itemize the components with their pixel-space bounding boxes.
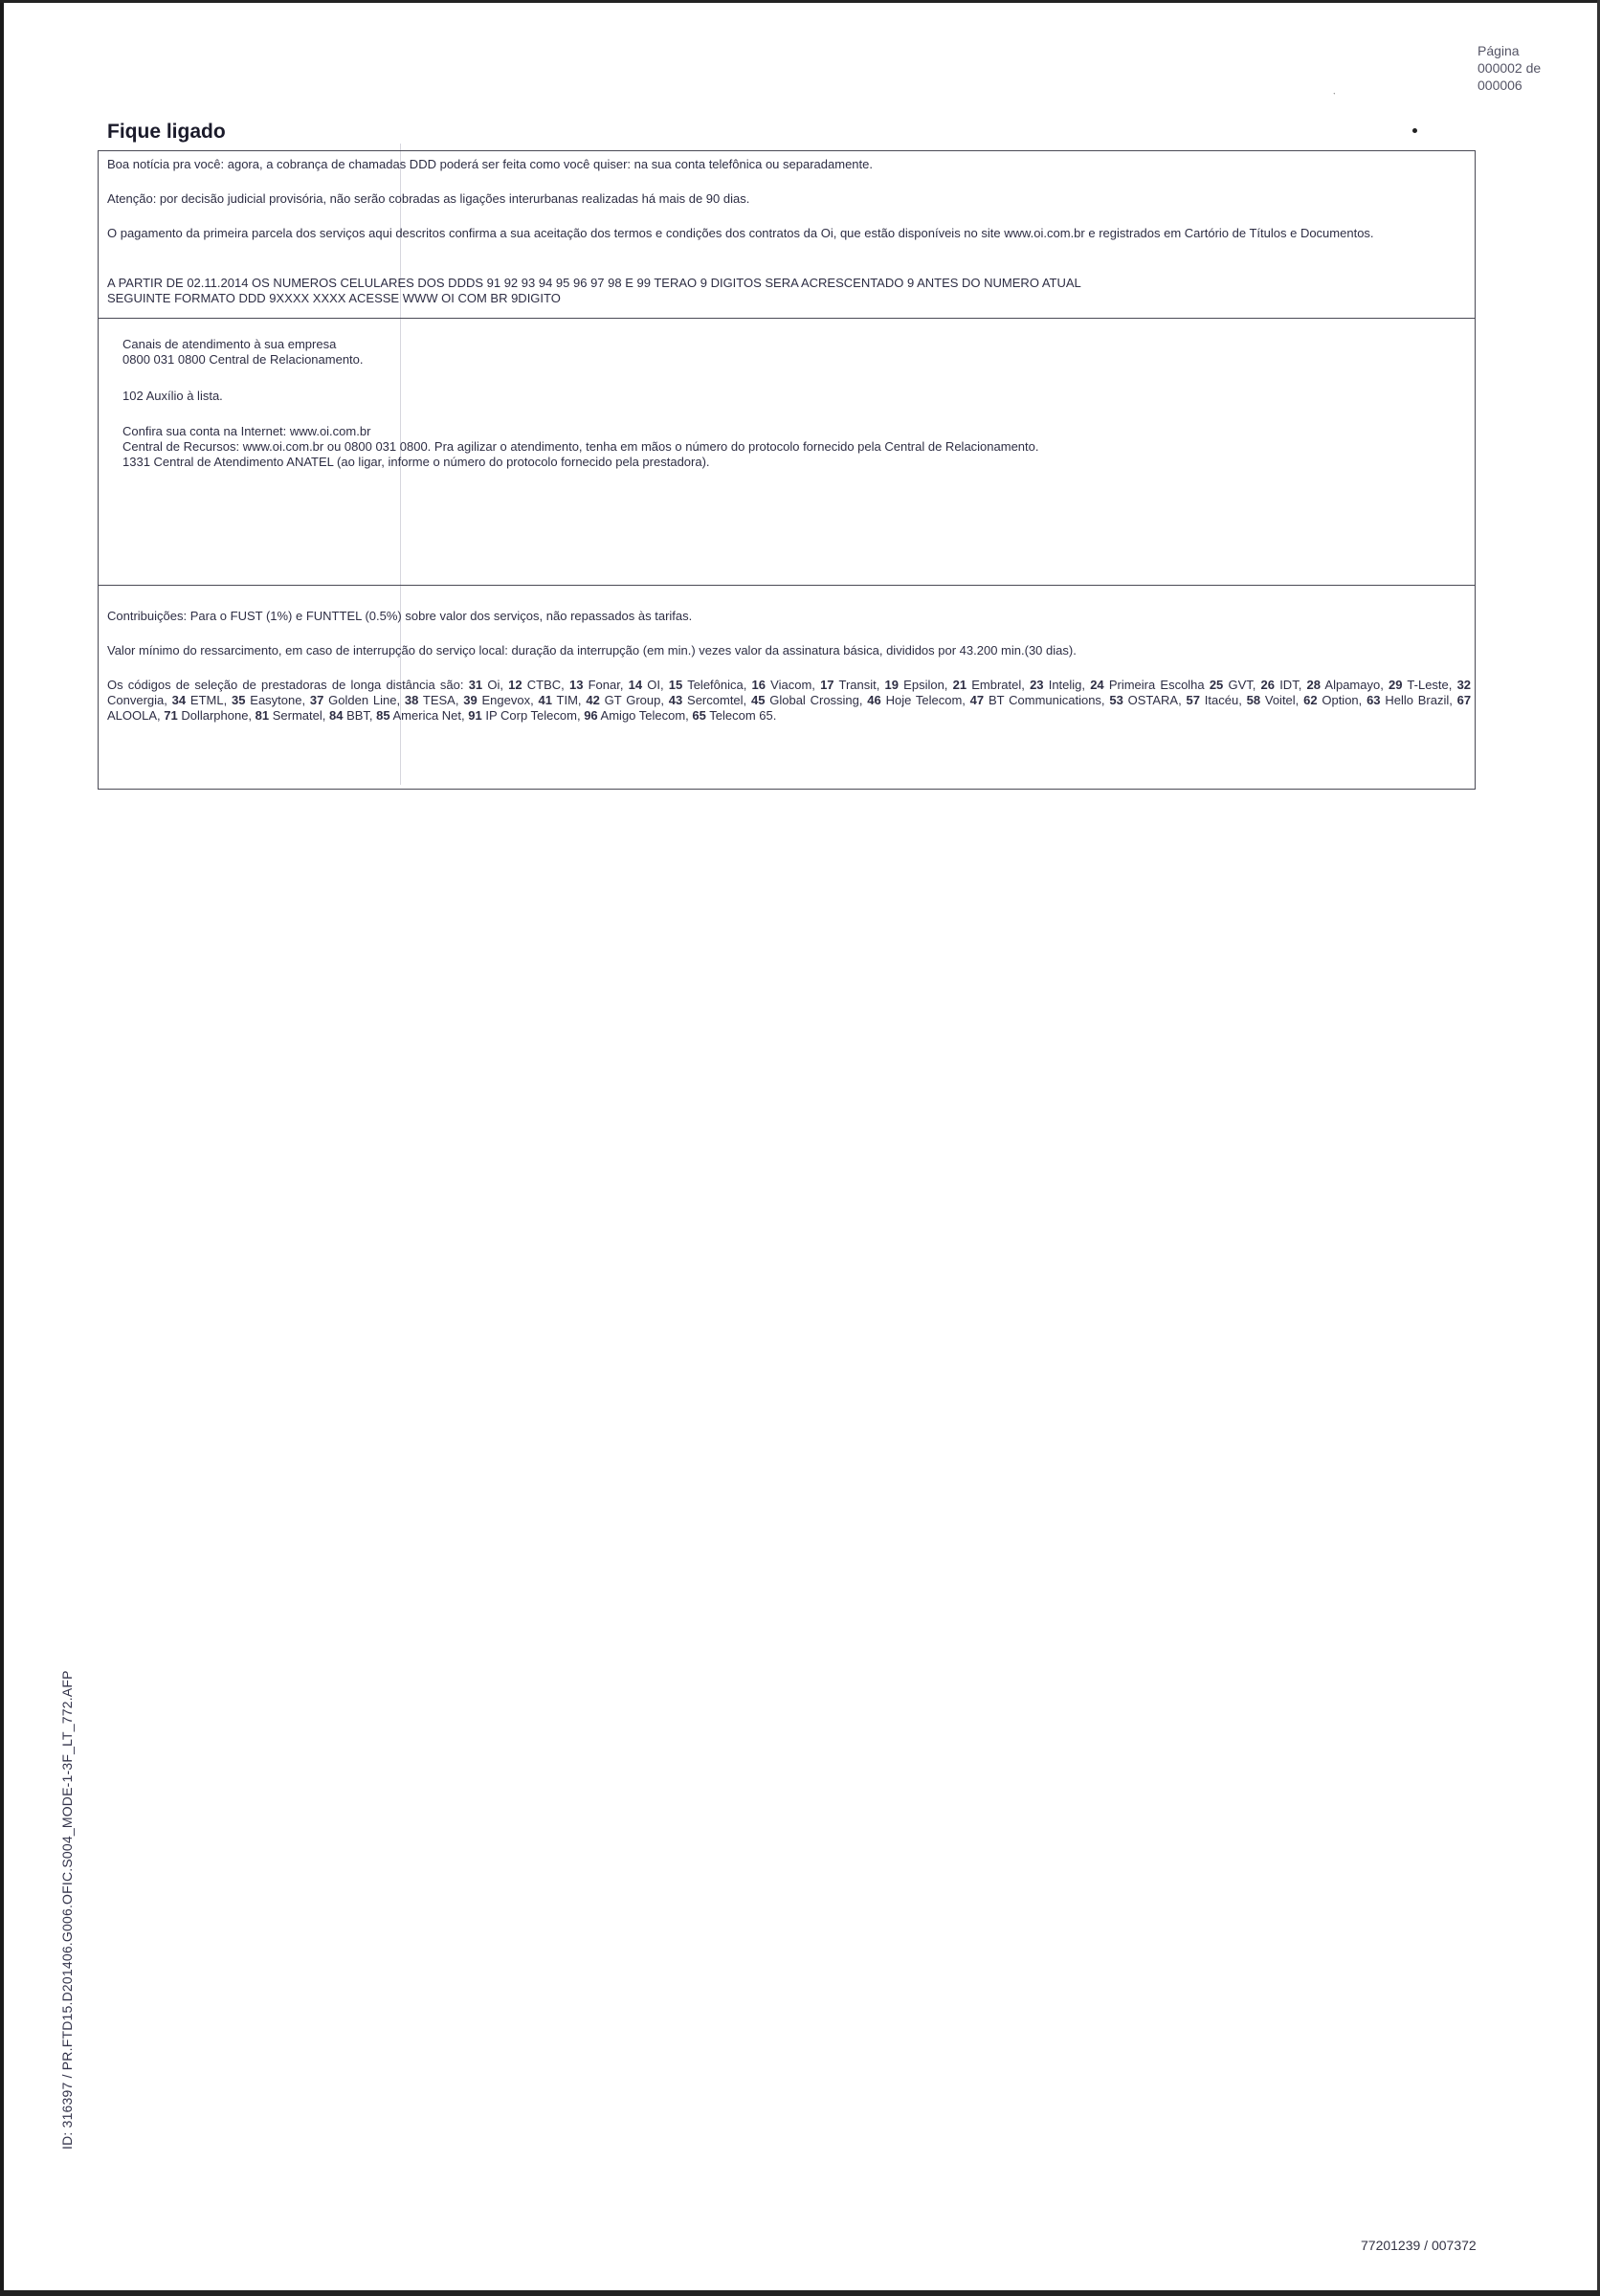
carrier-code-name: Intelig, xyxy=(1043,678,1086,692)
carrier-code-item xyxy=(664,693,746,707)
carrier-code-name: ALOOLA, xyxy=(107,708,161,723)
channel-internet: Confira sua conta na Internet: www.oi.com.br xyxy=(122,424,371,438)
carrier-code-item xyxy=(1301,678,1384,692)
carrier-code-name: TIM, xyxy=(551,693,582,707)
carrier-code-item xyxy=(1085,678,1205,692)
fees-box xyxy=(98,585,1476,790)
carrier-code-name: Dollarphone, xyxy=(177,708,253,723)
carrier-code-number: 17 xyxy=(814,678,834,692)
carrier-code-item xyxy=(325,708,372,723)
channel-central-recursos: Central de Recursos: www.oi.com.br ou 0800 031 0800. Pra agilizar o atendimento, tenha em mãos o número do protocolo fornecido pela Central de Relacionamento. xyxy=(122,439,1039,454)
carrier-code-name: America Net, xyxy=(389,708,465,723)
carrier-code-item xyxy=(373,708,465,723)
carrier-code-name: Oi, xyxy=(482,678,503,692)
carrier-code-name: Option, xyxy=(1317,693,1363,707)
carrier-code-item xyxy=(1182,693,1242,707)
carrier-code-number: 23 xyxy=(1024,678,1044,692)
carrier-code-name: ETML, xyxy=(186,693,228,707)
carrier-code-name: CTBC, xyxy=(522,678,565,692)
carrier-code-number: 12 xyxy=(502,678,522,692)
carrier-code-name: Sercomtel, xyxy=(682,693,747,707)
carrier-code-number: 26 xyxy=(1256,678,1276,692)
page-number-label: Página xyxy=(1478,43,1520,58)
carrier-code-number: 46 xyxy=(862,693,881,707)
carrier-code-name: IP Corp Telecom, xyxy=(481,708,581,723)
channel-anatel: 1331 Central de Atendimento ANATEL (ao ligar, informe o número do protocolo fornecido pela prestadora). xyxy=(122,455,710,469)
carrier-code-name: GT Group, xyxy=(599,693,664,707)
carrier-code-number: 15 xyxy=(663,678,683,692)
section-title: Fique ligado xyxy=(107,121,226,143)
carrier-code-name: Golden Line, xyxy=(323,693,401,707)
carrier-code-number: 31 xyxy=(468,678,483,692)
carrier-code-item xyxy=(1205,678,1256,692)
carrier-code-name: Convergia, xyxy=(107,693,167,707)
carrier-code-name: Epsilon, xyxy=(899,678,948,692)
carrier-code-number: 67 xyxy=(1452,693,1472,707)
carrier-code-name: BBT, xyxy=(343,708,373,723)
carrier-code-number: 16 xyxy=(746,678,766,692)
carrier-code-item xyxy=(1299,693,1362,707)
carrier-code-number: 65 xyxy=(688,708,706,723)
carrier-code-name: Telefônica, xyxy=(682,678,747,692)
carrier-code-name: GVT, xyxy=(1223,678,1256,692)
fees-ressarcimento: Valor mínimo do ressarcimento, em caso de interrupção do serviço local: duração da interrupção (em min.) vezes valor da assinatura básica, divididos por 43.200 min.(30 dias). xyxy=(107,643,1077,658)
carrier-code-number: 21 xyxy=(947,678,967,692)
stray-mark: · xyxy=(1328,85,1340,100)
carrier-code-name: Easytone, xyxy=(245,693,306,707)
carrier-code-item xyxy=(966,693,1105,707)
channel-auxilio-lista: 102 Auxílio à lista. xyxy=(122,389,223,403)
carrier-code-name: Hoje Telecom, xyxy=(880,693,966,707)
carrier-code-name: Viacom, xyxy=(766,678,815,692)
carrier-code-number: 53 xyxy=(1104,693,1123,707)
carrier-code-name: Itacéu, xyxy=(1199,693,1242,707)
carrier-code-item xyxy=(161,708,252,723)
carrier-code-name: Global Crossing, xyxy=(765,693,863,707)
notice-ninth-digit-line1: A PARTIR DE 02.11.2014 OS NUMEROS CELULARES DOS DDDS 91 92 93 94 95 96 97 98 E 99 TERAO 9 DIGITOS SERA ACRESCENTADO 9 ANTES DO NUMERO ATUAL xyxy=(107,276,1081,290)
carrier-code-item xyxy=(879,678,947,692)
carrier-code-number: 57 xyxy=(1181,693,1200,707)
notices-box xyxy=(98,150,1476,319)
carrier-code-number: 41 xyxy=(533,693,552,707)
carrier-code-item xyxy=(503,678,565,692)
carrier-code-item xyxy=(1105,693,1182,707)
carrier-code-item xyxy=(1242,693,1299,707)
carrier-code-name: T-Leste, xyxy=(1402,678,1453,692)
carrier-code-name: Fonar, xyxy=(583,678,624,692)
carrier-code-item xyxy=(746,678,815,692)
carrier-code-number: 13 xyxy=(564,678,584,692)
carrier-code-name: Alpamayo, xyxy=(1320,678,1384,692)
carrier-code-item xyxy=(400,693,458,707)
carrier-code-number: 25 xyxy=(1204,678,1224,692)
carrier-code-number: 91 xyxy=(464,708,482,723)
carrier-code-item xyxy=(623,678,663,692)
channels-box xyxy=(98,318,1476,586)
notice-ninth-digit-line2: SEGUINTE FORMATO DDD 9XXXX XXXX ACESSE WWW OI COM BR 9DIGITO xyxy=(107,291,561,305)
carrier-code-name: Primeira Escolha xyxy=(1103,678,1205,692)
carrier-code-item xyxy=(458,693,533,707)
carrier-code-number: 24 xyxy=(1085,678,1104,692)
fees-contribuicoes: Contribuições: Para o FUST (1%) e FUNTTEL (0.5%) sobre valor dos serviços, não repassados às tarifas. xyxy=(107,609,693,623)
carrier-code-number: 43 xyxy=(663,693,683,707)
carrier-code-number: 28 xyxy=(1301,678,1321,692)
document-id-stamp: ID: 316397 / PR.FTD15.D201406.G006.OFIC.S004_MODE-1-3F_LT_772.AFP xyxy=(59,1670,75,2150)
carrier-code-number: 81 xyxy=(252,708,270,723)
carrier-code-number: 37 xyxy=(305,693,324,707)
carrier-codes-intro: Os códigos de seleção de prestadoras de longa distância são: xyxy=(107,678,464,692)
carrier-code-item xyxy=(664,678,747,692)
bullet-dot xyxy=(1412,128,1417,133)
carrier-code-name: Amigo Telecom, xyxy=(597,708,689,723)
scan-edge-top xyxy=(0,0,1600,3)
carrier-code-item xyxy=(1256,678,1301,692)
carrier-code-item xyxy=(252,708,325,723)
notice-judicial-decision: Atenção: por decisão judicial provisória, não serão cobradas as ligações interurbanas realizadas há mais de 90 dias. xyxy=(107,191,750,206)
carrier-code-item xyxy=(1025,678,1085,692)
carrier-code-item xyxy=(947,678,1024,692)
bottom-document-code: 77201239 / 007372 xyxy=(1361,2238,1477,2253)
carrier-code-number: 58 xyxy=(1241,693,1261,707)
scan-edge-left xyxy=(0,0,4,2296)
carrier-code-name: Voitel, xyxy=(1260,693,1300,707)
carrier-code-number: 85 xyxy=(372,708,390,723)
scan-edge-bottom xyxy=(0,2290,1600,2296)
carrier-code-number: 19 xyxy=(879,678,899,692)
carrier-code-name: Transit, xyxy=(833,678,880,692)
carrier-code-name: IDT, xyxy=(1275,678,1302,692)
carrier-code-item xyxy=(465,708,581,723)
notice-payment-terms: O pagamento da primeira parcela dos serviços aqui descritos confirma a sua aceitação dos termos e condições dos contratos da Oi, que estão disponíveis no site www.oi.com.br e registrados em Cartório de Títulos e Documentos. xyxy=(107,226,1374,240)
carrier-code-number: 14 xyxy=(623,678,643,692)
carrier-code-item xyxy=(581,708,689,723)
carrier-code-name: Hello Brazil, xyxy=(1380,693,1453,707)
carrier-code-number: 63 xyxy=(1362,693,1381,707)
carrier-code-name: BT Communications, xyxy=(984,693,1105,707)
carrier-codes-paragraph xyxy=(107,678,1471,724)
carrier-code-number: 45 xyxy=(746,693,766,707)
carrier-code-item xyxy=(1384,678,1453,692)
notice-ddd-billing: Boa notícia pra você: agora, a cobrança de chamadas DDD poderá ser feita como você quiser: na sua conta telefônica ou separadamente. xyxy=(107,157,873,171)
carrier-code-item xyxy=(746,693,862,707)
carrier-code-name: Sermatel, xyxy=(269,708,326,723)
carrier-code-number: 35 xyxy=(227,693,246,707)
carrier-code-number: 34 xyxy=(167,693,187,707)
carrier-code-number: 39 xyxy=(458,693,478,707)
carrier-code-number: 29 xyxy=(1383,678,1403,692)
carrier-code-number: 71 xyxy=(160,708,178,723)
carrier-code-number: 84 xyxy=(325,708,344,723)
carrier-code-number: 62 xyxy=(1299,693,1318,707)
carrier-code-name: Embratel, xyxy=(967,678,1025,692)
page-number-current: 000002 de xyxy=(1478,60,1542,76)
carrier-code-item xyxy=(167,693,227,707)
carrier-code-item xyxy=(565,678,624,692)
carrier-code-item xyxy=(469,678,503,692)
carrier-code-number: 38 xyxy=(400,693,419,707)
page-number-total: 000006 xyxy=(1478,78,1522,93)
carrier-code-item xyxy=(1362,693,1453,707)
carrier-code-item xyxy=(305,693,400,707)
carrier-code-number: 96 xyxy=(580,708,598,723)
carrier-code-name: OI, xyxy=(642,678,664,692)
carrier-code-name: Telecom 65. xyxy=(705,708,777,723)
channel-central-relacionamento: 0800 031 0800 Central de Relacionamento. xyxy=(122,352,364,367)
channels-heading: Canais de atendimento à sua empresa xyxy=(122,337,337,351)
carrier-code-number: 47 xyxy=(965,693,985,707)
carrier-code-name: TESA, xyxy=(418,693,459,707)
carrier-code-number: 42 xyxy=(581,693,600,707)
carrier-code-number: 32 xyxy=(1452,678,1472,692)
carrier-code-name: OSTARA, xyxy=(1122,693,1182,707)
carrier-code-item xyxy=(815,678,879,692)
carrier-code-name: Engevox, xyxy=(477,693,534,707)
carrier-code-item xyxy=(863,693,966,707)
carrier-code-item xyxy=(689,708,777,723)
page-number xyxy=(1478,42,1541,94)
carrier-code-item xyxy=(534,693,582,707)
carrier-code-item xyxy=(582,693,664,707)
carrier-code-item xyxy=(227,693,305,707)
